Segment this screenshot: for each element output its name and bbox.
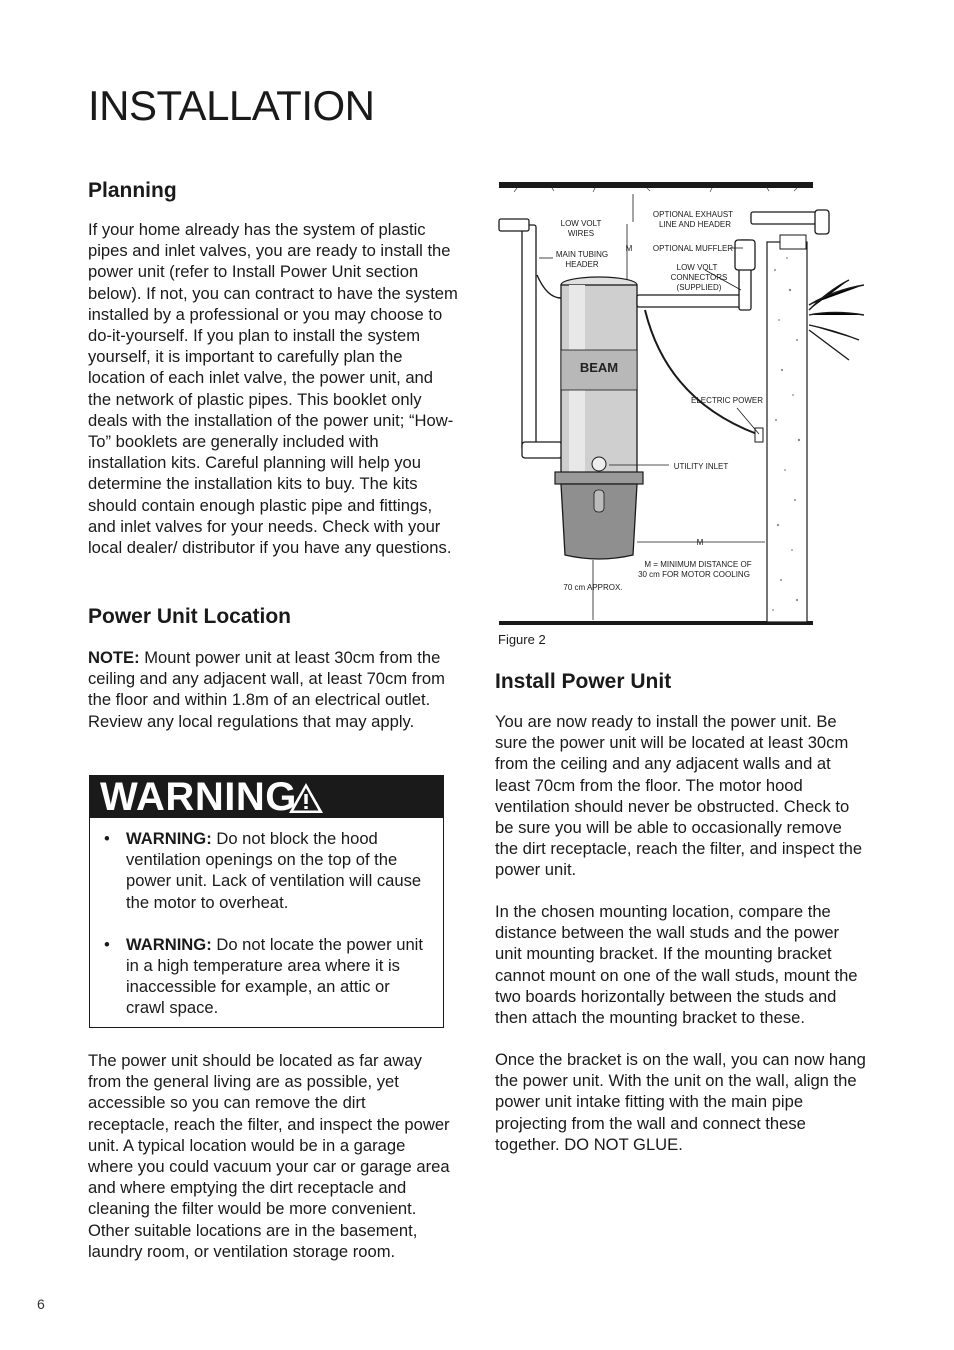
page-title: INSTALLATION [88,82,375,129]
label-exhaust: OPTIONAL EXHAUST [652,210,734,219]
label-min-distance: M = MINIMUM DISTANCE OF [644,560,752,569]
install-paragraph-1: You are now ready to install the power unit. Be sure the power unit will be located at least 30cm from the ceiling and any adjacent walls and at least 70cm from the floor. The motor hood ventilation should never be obstructed. Check to be sure you will be able to occasionally remove the dirt receptacle, reach the filter, and inspect the power unit. [495,712,863,880]
side-wall [767,242,807,622]
warning-label: WARNING: [126,829,212,848]
power-unit [555,277,643,559]
warning-text: Do not block the hood ventilation openings on the top of the power unit. Lack of ventilation will cause the motor to overheat. [126,829,422,912]
label-utility-inlet: UTILITY INLET [673,462,729,471]
label-muffler: OPTIONAL MUFFLER [652,244,734,253]
shrub [809,280,864,360]
label-main-tubing: MAIN TUBING [555,250,609,259]
warning-item [102,934,432,1019]
install-heading: Install Power Unit [495,670,672,693]
install-paragraph-2: In the chosen mounting location, compare the distance between the wall studs and the power unit mounting bracket. If the mounting bracket cannot mount on one of the wall studs, mount the two boards horizontally between the studs and then attach the mounting bracket to these. [495,902,858,1028]
wall-board [780,235,806,249]
warning-item [102,828,432,913]
page-number: 6 [37,1296,45,1312]
install-paragraph-3: Once the bracket is on the wall, you can now hang the power unit. With the unit on the wall, align the power unit intake fitting with the main pipe projecting from the wall and connect these together. DO NOT GLUE. [495,1050,866,1154]
warning-triangle-icon [287,781,325,820]
label-connectors: (SUPPLIED) [676,283,722,292]
label-electric-power: ELECTRIC POWER [690,396,764,405]
planning-heading: Planning [88,179,177,202]
location-body: The power unit should be located as far away from the general living are as possible, yet accessible so you can remove the dirt receptacle, reach the filter, and inspect the power unit. A typical location would be in a garage where you could vacuum your car or garage area and where emptying the dirt receptacle and cleaning the filter would be more convenient. Other suitable locations are in the basement, laundry room, or ventilation storage room. [88,1051,450,1261]
note-label: NOTE: [88,648,140,667]
low-volt-wire [537,275,561,298]
label-floor-distance: 70 cm APPROX. [563,583,623,592]
label-connectors: CONNECTORS [670,273,728,282]
label-exhaust: LINE AND HEADER [658,220,732,229]
intake-pipe [499,219,562,458]
note-text: Mount power unit at least 30cm from the ceiling and any adjacent wall, at least 70cm from the floor and within 1.8m of an electrical outlet. Review any local regulations that may apply. [88,648,445,731]
floor [499,621,813,625]
location-note [88,647,458,732]
warning-list [102,828,432,1040]
warning-text: Do not locate the power unit in a high temperature area where it is inaccessible for example, an attic or crawl space. [126,934,423,1018]
label-connectors: LOW VOLT [676,263,718,272]
figure-caption: Figure 2 [498,632,546,647]
ceiling [499,182,813,188]
brand-logo: BEAM [579,360,619,375]
installation-diagram [497,180,867,630]
label-main-tubing: HEADER [565,260,599,269]
ceiling-texture [514,188,797,192]
location-heading: Power Unit Location [88,605,292,628]
label-m-mid: M [696,538,704,547]
label-low-volt-wires: WIRES [567,229,595,238]
warning-header [90,776,443,818]
bullet: • [104,829,110,848]
warning-label: WARNING: [126,934,212,954]
planning-body: If your home already has the system of plastic pipes and inlet valves, you are ready to install the power unit (refer to Install Power Unit section below). If not, you can contract to have the system installed by a professional or you may choose to do-it-yourself. If you plan to install the system yourself, it is important to carefully plan the location of each inlet valve, the power unit, and the network of plastic pipes. This booklet only deals with the installation of the power unit; “How-To” booklets are generally included with installation kits. Careful planning will help you determine the installation kits to buy. The kits should contain enough plastic pipe and fittings, and inlet valves for your needs. Check with your local dealer/ distributor if you have any questions. [88,220,458,558]
electric-wire [645,310,757,434]
warning-box [89,775,444,1028]
label-min-distance: 30 cm FOR MOTOR COOLING [638,570,750,579]
bullet: • [104,934,110,954]
label-m-top: M [625,244,633,253]
label-low-volt-wires: LOW VOLT [560,219,602,228]
warning-title: WARNING [100,775,297,819]
